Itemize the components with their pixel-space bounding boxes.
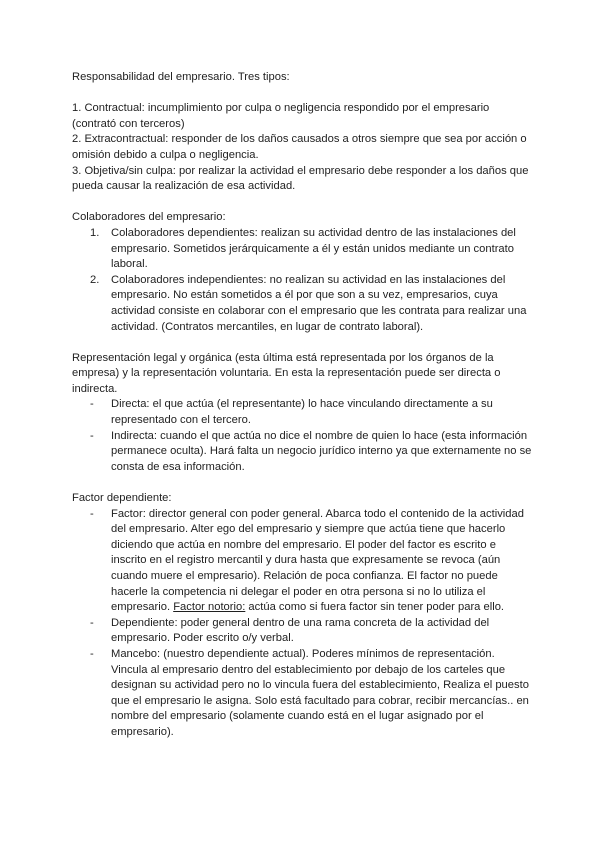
blank-line bbox=[72, 475, 532, 491]
list-item bbox=[72, 397, 532, 428]
blank-line bbox=[72, 335, 532, 351]
dash-list-representacion bbox=[72, 397, 532, 475]
list-item bbox=[72, 429, 532, 476]
dash-bullet: - bbox=[90, 616, 94, 629]
blank-line bbox=[72, 195, 532, 211]
list-item bbox=[72, 226, 532, 273]
list-item-text: Directa: el que actúa (el representante) lo hace vinculando directamente a su representado con el tercero. bbox=[111, 398, 493, 427]
section-heading-factor-dependiente: Factor dependiente: bbox=[72, 492, 172, 505]
paragraph-objetiva: 3. Objetiva/sin culpa: por realizar la actividad el empresario debe responder a los daños que pueda causar la realización de esa actividad. bbox=[72, 164, 529, 193]
factor-text-a: Factor: director general con poder general. Abarca todo el contenido de la actividad del empresario. Alter ego del empresario y siempre que actúa tiene que hacerlo diciendo que actúa en nombre del empresario. El poder del factor es escrito e inscrito en el registro mercantil y dura hasta que expresamente se revoca (aún cuando muere el empresario). Relación de poca confianza. El factor no puede hacerle la competencia ni delegar el poder en otra persona si no lo utiliza el empresario. bbox=[111, 507, 524, 614]
list-item-text: Mancebo: (nuestro dependiente actual). Poderes mínimos de representación. Vincula al empresario dentro del establecimiento por debajo de los carteles que designan su actividad pero no lo vincula fuera del establecimiento, Realiza el puesto que el empresario le asigna. Solo está facultado para cobrar, recibir mercancías.. en nombre del empresario (solamente cuando está en el lugar asignado por el empresario). bbox=[111, 647, 529, 738]
list-item bbox=[72, 507, 532, 616]
list-item-text: Indirecta: cuando el que actúa no dice el nombre de quien lo hace (esta información permanece oculta). Hará falta un negocio jurídico interno ya que externamente no se consta de esa información. bbox=[111, 429, 532, 473]
list-item bbox=[72, 273, 532, 335]
dash-bullet: - bbox=[90, 429, 94, 442]
dash-bullet: - bbox=[90, 507, 94, 520]
blank-line bbox=[72, 86, 532, 102]
list-item-text bbox=[111, 508, 524, 614]
list-number: 1. bbox=[90, 226, 100, 239]
list-item-text: Dependiente: poder general dentro de una rama concreta de la actividad del empresario. Poder escrito o/y verbal. bbox=[111, 616, 490, 645]
factor-text-b: actúa como si fuera factor sin tener poder para ello. bbox=[245, 601, 505, 614]
paragraph-contractual: 1. Contractual: incumplimiento por culpa o negligencia respondido por el empresario (contrató con terceros) bbox=[72, 102, 490, 130]
list-item-text: Colaboradores dependientes: realizan su actividad dentro de las instalaciones del empresario. Sometidos jerárquicamente a él y están unidos mediante un contrato laboral. bbox=[111, 226, 516, 271]
list-number: 2. bbox=[90, 273, 100, 286]
list-item-text: Colaboradores independientes: no realizan su actividad en las instalaciones del empresario. No están sometidos a él por que son a su vez, empresarios, cuya actividad consiste en colaborar con el empresario que les contrata para realizar una actividad. (Contratos mercantiles, en lugar de contrato laboral). bbox=[111, 273, 527, 333]
numbered-list-colaboradores bbox=[72, 226, 532, 335]
factor-notorio-term: Factor notorio: bbox=[173, 601, 246, 614]
dash-list-factor bbox=[72, 507, 532, 741]
dash-bullet: - bbox=[90, 647, 94, 660]
list-item bbox=[72, 616, 532, 647]
list-item bbox=[72, 647, 532, 741]
section-heading-colaboradores: Colaboradores del empresario: bbox=[72, 211, 226, 224]
paragraph-extracontractual: 2. Extracontractual: responder de los daños causados a otros siempre que sea por acción o omisión debido a culpa o negligencia. bbox=[72, 133, 527, 161]
dash-bullet: - bbox=[90, 398, 94, 411]
document-page bbox=[72, 70, 532, 741]
section-heading-responsabilidad: Responsabilidad del empresario. Tres tipos: bbox=[72, 71, 290, 83]
paragraph-representacion: Representación legal y orgánica (esta última está representada por los órganos de la empresa) y la representación voluntaria. En esta la representación puede ser directa o indirecta. bbox=[72, 351, 501, 395]
